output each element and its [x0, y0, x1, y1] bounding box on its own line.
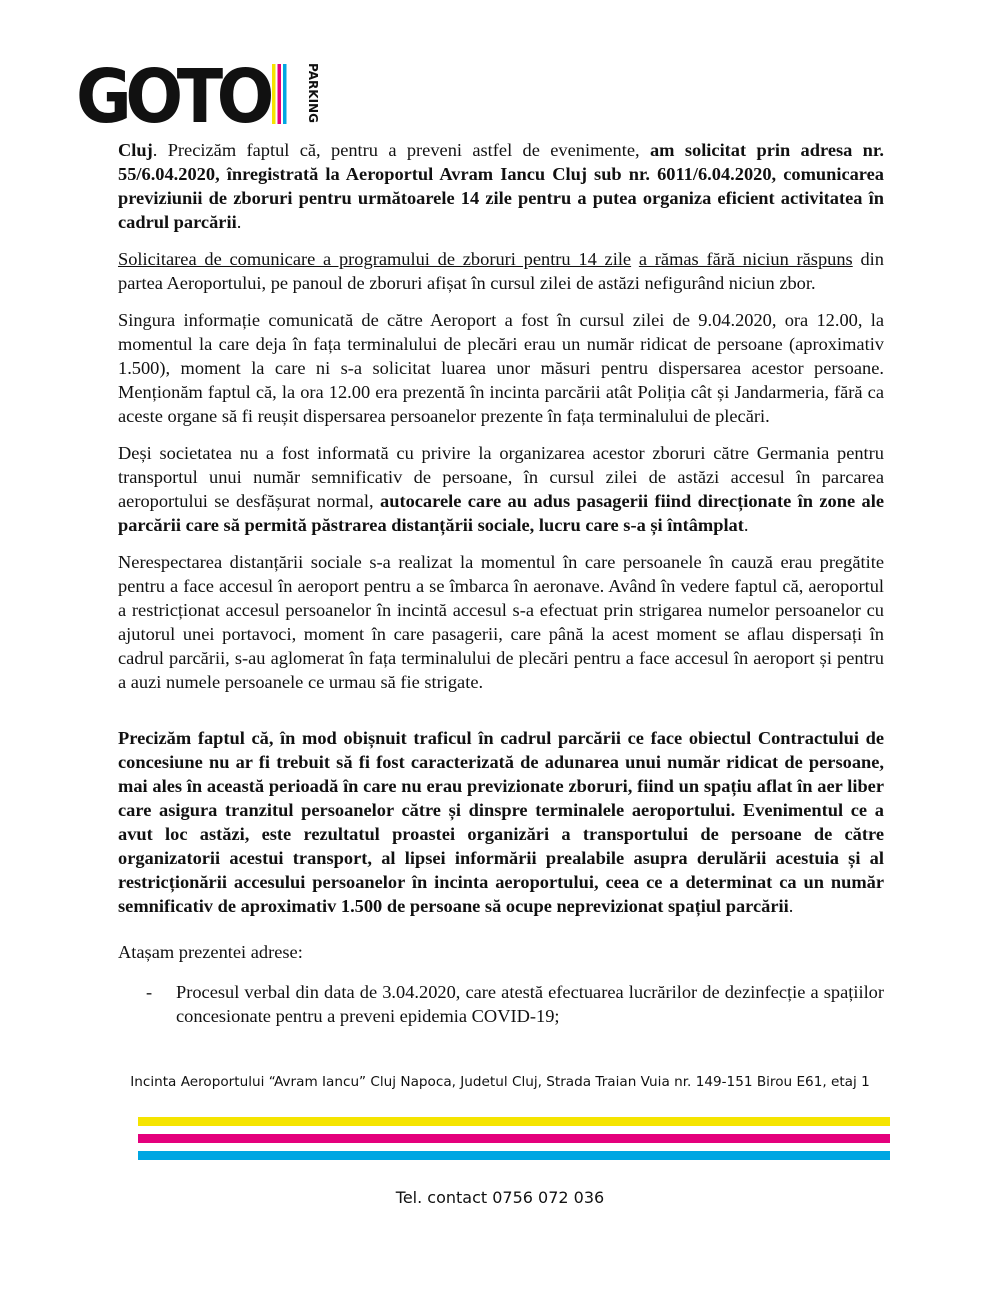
letter-body — [118, 138, 884, 1028]
paragraph-4 — [118, 441, 884, 537]
logo-stripe-yellow — [272, 64, 276, 124]
p1-text-d: . — [236, 212, 242, 232]
logo-stripe-magenta — [278, 64, 282, 124]
footer-stripe-magenta — [138, 1134, 890, 1143]
p4-bold-b: autocarele care au adus pasagerii fiind direcționate în zone ale parcării care să permită păstrarea distanțării sociale, lucru care s-a și întâmplat — [118, 491, 884, 535]
p1-bold-c: am solicitat prin adresa nr. 55/6.04.2020, înregistrată la Aeroportul Avram Iancu Cluj sub nr. 6011/6.04.2020, comunicarea previziunii de zboruri pentru următoarele 14 zile pentru a putea organiza eficient activitatea în cadrul parcării — [118, 140, 884, 232]
footer-phone: Tel. contact 0756 072 036 — [395, 1188, 605, 1207]
logo-brand: GOTO — [76, 54, 272, 140]
paragraph-2 — [118, 247, 884, 295]
paragraph-5: Nerespectarea distanțării sociale s-a realizat la momentul în care persoanele în cauză erau pregătite pentru a face accesul în aeroport pentru a se îmbarca în aeronave. Având în vedere faptul că, aeroportul a restricționat accesul persoanelor în incintă accesul s-a efectuat prin strigarea numelor persoanelor cu ajutorul unei portavoci, moment în care pasagerii, care până la acest moment se aflau dispersați în cadrul parcării, s-au aglomerat în fața terminalului de plecări pentru a face accesul în aeroport și pentru a auzi numele persoanele ce urmau să fie strigate. — [118, 552, 884, 692]
p2-text-b — [631, 249, 639, 269]
p1-bold-a: Cluj — [118, 140, 153, 160]
paragraph-7: Atașam prezentei adrese: — [118, 942, 303, 962]
logo-sub: PARKING — [306, 63, 320, 123]
logo-stripe-cyan — [283, 64, 287, 124]
p1-text-b: . Precizăm faptul că, pentru a preveni astfel de evenimente, — [152, 140, 650, 160]
list-item — [118, 980, 884, 1028]
p2-underline-a: Solicitarea de comunicare a programului de zboruri pentru 14 zile — [118, 249, 632, 269]
list-item-text: Procesul verbal din data de 3.04.2020, care atestă efectuarea lucrărilor de dezinfecție a spațiilor concesionate pentru a preveni epidemia COVID-19; — [176, 982, 884, 1026]
list-dash: - — [146, 982, 153, 1002]
goto-parking-logo — [76, 54, 320, 140]
footer-address: Incinta Aeroportului “Avram Iancu” Cluj Napoca, Judetul Cluj, Strada Traian Vuia nr. 149-151 Birou E61, etaj 1 — [130, 1074, 870, 1090]
p6-text-b: . — [788, 896, 794, 916]
p2-underline-c: a rămas fără niciun răspuns — [638, 249, 853, 269]
footer-stripe-yellow — [138, 1117, 890, 1126]
p4-text-c: . — [743, 515, 749, 535]
footer-stripe-cyan — [138, 1151, 890, 1160]
p2-text-d: din partea Aeroportului, pe panoul de zboruri afișat în cursul zilei de astăzi nefigurând niciun zbor. — [118, 249, 884, 293]
paragraph-3: Singura informație comunicată de către Aeroport a fost în cursul zilei de 9.04.2020, ora 12.00, la momentul la care deja în fața terminalului de plecări erau un număr ridicat de persoane (aproximativ 1.500), moment la care ni s-a solicitat luarea unor măsuri pentru dispersarea acestor persoane. Menționăm faptul că, la ora 12.00 era prezentă în incinta parcării atât Poliția cât și Jandarmeria, fără ca aceste organe să fi reușit dispersarea persoanelor prezente în fața terminalului de plecări. — [118, 310, 884, 426]
paragraph-1 — [118, 138, 884, 234]
paragraph-6 — [118, 726, 884, 918]
p6-bold-a: Precizăm faptul că, în mod obișnuit traficul în cadrul parcării ce face obiectul Contractului de concesiune nu ar fi trebuit să fi fost caracterizată de adunarea unui număr ridicat de persoane, mai ales în această perioadă în care nu erau previzionate zboruri, fiind un spațiu aflat în aer liber care asigura tranzitul persoanelor către și dinspre terminalele aeroportului. Evenimentul ce a avut loc astăzi, este rezultatul proastei organizări a transportului de persoane de către organizatorii acestui transport, al lipsei informării prealabile asupra derulării acestuia și al restricționării accesului persoanelor în incinta aeroportului, ceea ce a determinat ca un număr semnificativ de aproximativ 1.500 de persoane să ocupe neprevizionat spațiul parcării — [118, 728, 884, 916]
p4-text-a: Deși societatea nu a fost informată cu privire la organizarea acestor zboruri către Germania pentru transportul unui număr semnificativ de persoane, în cursul zilei de astăzi accesul în parcarea aeroportului se desfășurat normal, — [118, 443, 884, 511]
